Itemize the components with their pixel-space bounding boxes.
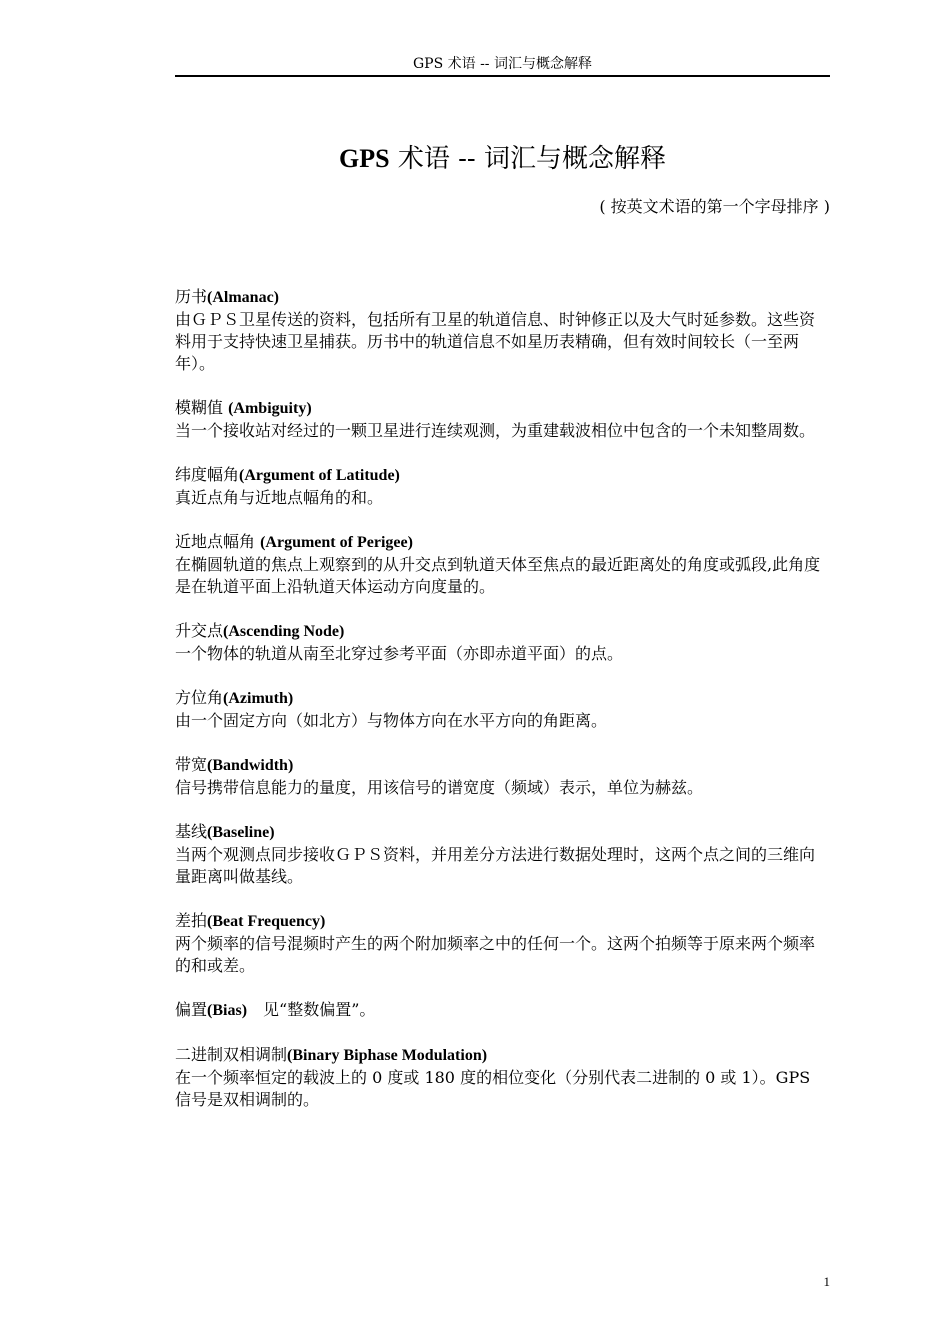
entry-term — [175, 754, 830, 777]
term-zh: 基线 — [175, 822, 208, 841]
term-en: (Argument of Latitude) — [239, 467, 400, 484]
term-en: (Baseline) — [207, 824, 275, 841]
entry-term — [175, 620, 830, 643]
entry-definition: 一个物体的轨道从南至北穿过参考平面（亦即赤道平面）的点。 — [175, 644, 624, 663]
glossary-list — [175, 286, 830, 1133]
term-en: (Bias) — [207, 1002, 248, 1019]
entry-term — [175, 531, 830, 554]
entry-definition: 由ＧＰＳ卫星传送的资料，包括所有卫星的轨道信息、时钟修正以及大气时延参数。这些资料用于支持快速卫星捕获。历书中的轨道信息不如星历表精确，但有效时间较长（一至两年）。 — [175, 310, 816, 373]
entry-definition: 真近点角与近地点幅角的和。 — [175, 488, 384, 507]
see-reference: 见“整数偏置”。 — [247, 1000, 376, 1019]
document-subtitle: ( 按英文术语的第一个字母排序 ) — [599, 197, 830, 216]
entry-definition: 当一个接收站对经过的一颗卫星进行连续观测，为重建载波相位中包含的一个未知整周数。 — [175, 421, 816, 440]
entry-definition: 在一个频率恒定的载波上的 0 度或 180 度的相位变化（分别代表二进制的 0 或 1）。GPS 信号是双相调制的。 — [175, 1068, 811, 1109]
entry-term — [175, 910, 830, 933]
header-rule — [175, 75, 830, 77]
entry-term — [175, 999, 830, 1022]
entry-term — [175, 1044, 830, 1067]
document-title — [175, 143, 830, 175]
term-zh: 偏置 — [175, 1000, 208, 1019]
entry-term — [175, 687, 830, 710]
term-en: (Bandwidth) — [207, 757, 294, 774]
glossary-entry — [175, 1044, 830, 1111]
glossary-entry — [175, 821, 830, 888]
entry-term — [175, 397, 830, 420]
entry-term — [175, 464, 830, 487]
term-en: (Beat Frequency) — [207, 913, 326, 930]
glossary-entry — [175, 286, 830, 375]
glossary-entry — [175, 620, 830, 665]
running-header: GPS 术语 -- 词汇与概念解释 — [412, 56, 592, 72]
glossary-entry — [175, 910, 830, 977]
term-en: (Binary Biphase Modulation) — [287, 1047, 488, 1064]
glossary-entry — [175, 397, 830, 442]
term-zh: 模糊值 — [175, 398, 229, 417]
term-zh: 历书 — [175, 287, 208, 306]
entry-definition: 当两个观测点同步接收ＧＰＳ资料，并用差分方法进行数据处理时，这两个点之间的三维向量距离叫做基线。 — [175, 845, 816, 886]
glossary-entry — [175, 531, 830, 598]
entry-definition: 信号携带信息能力的量度，用该信号的谱宽度（频域）表示，单位为赫兹。 — [175, 778, 704, 797]
entry-definition: 两个频率的信号混频时产生的两个附加频率之中的任何一个。这两个拍频等于原来两个频率的和或差。 — [175, 934, 816, 975]
term-zh: 带宽 — [175, 755, 208, 774]
term-en: (Ambiguity) — [228, 400, 312, 417]
entry-definition: 在椭圆轨道的焦点上观察到的从升交点到轨道天体至焦点的最近距离处的角度或弧段,此角度是在轨道平面上沿轨道天体运动方向度量的。 — [175, 555, 821, 596]
term-zh: 方位角 — [175, 688, 224, 707]
glossary-entry — [175, 754, 830, 799]
page-number: 1 — [823, 1274, 830, 1289]
term-zh: 升交点 — [175, 621, 224, 640]
document-title-rest: 术语 -- 词汇与概念解释 — [389, 144, 666, 174]
entry-term — [175, 821, 830, 844]
term-zh: 近地点幅角 — [175, 532, 261, 551]
term-en: (Azimuth) — [223, 690, 294, 707]
glossary-entry — [175, 464, 830, 509]
glossary-entry — [175, 687, 830, 732]
term-en: (Almanac) — [207, 289, 279, 306]
document-title-latin: GPS — [339, 144, 390, 173]
entry-definition: 由一个固定方向（如北方）与物体方向在水平方向的角距离。 — [175, 711, 608, 730]
term-zh: 纬度幅角 — [175, 465, 240, 484]
glossary-entry — [175, 999, 830, 1022]
term-zh: 差拍 — [175, 911, 208, 930]
term-zh: 二进制双相调制 — [175, 1045, 288, 1064]
entry-term — [175, 286, 830, 309]
term-en: (Argument of Perigee) — [260, 534, 413, 551]
term-en: (Ascending Node) — [223, 623, 345, 640]
